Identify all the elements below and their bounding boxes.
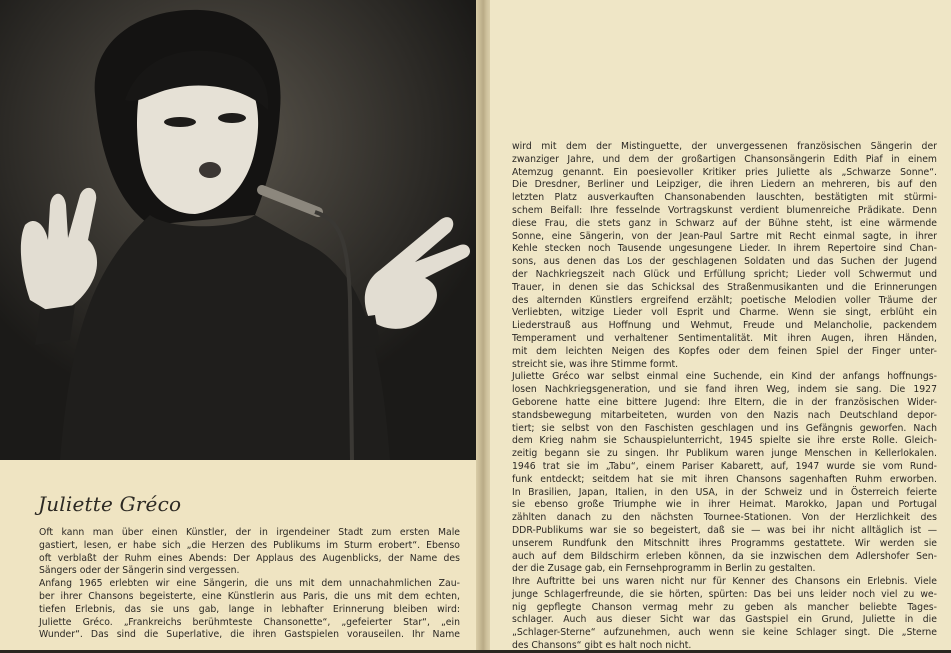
text-line: sons, aus denen das Los der geschlagenen Soldaten und das Suchen der Jugend [512, 256, 937, 268]
text-line: zwanziger Jahre, und dem der großartigen Chansonsängerin Edith Piaf in einem [512, 153, 937, 165]
singer-photo-illustration [0, 0, 482, 460]
text-line: losen Nachkriegsgeneration, und sie fand ihren Weg, indem sie sang. Die 1927 [512, 384, 937, 396]
text-line: letzten Platz ausverkauften Chansonabenden lauschten, bestätigten mit stürmi- [512, 192, 937, 204]
text-line: Verliebten, witzige Lieder voll Esprit und Charme. Wenn sie singt, erblüht ein [512, 307, 937, 319]
text-line: Sängers oder der Sängerin sind vergessen. [39, 565, 240, 577]
article-title: Juliette Gréco [38, 492, 182, 516]
text-line: In Brasilien, Japan, Italien, in den USA, in der Schweiz und in Österreich feierte [512, 486, 937, 498]
text-line: schlager. Auch aus dieser Sicht war das Gastspiel ein Grund, Juliette in die [512, 614, 937, 626]
text-line: dem Krieg nahm sie Schauspielunterricht, 1945 spielte sie ihre erste Rolle. Gleich- [512, 435, 937, 447]
text-line: Kehle stecken noch Tausende ungesungene Lieder. In ihrem Repertoire sind Chan- [512, 243, 937, 255]
text-line: tiert; sie selbst von den Faschisten geschlagen und ins Gefängnis geworfen. Nach [512, 422, 937, 434]
text-line: mit dem leichten Neigen des Kopfes oder dem feinen Spiel der Finger unter- [512, 345, 937, 357]
text-line: diese Frau, die stets ganz in Schwarz auf der Bühne steht, ist eine wärmende [512, 217, 937, 229]
text-line: DDR-Publikums war sie so begeistert, daß sie — was bei ihr nicht alltäglich ist — [512, 524, 937, 536]
text-line: funk entdeckt; seitdem hat sie mit ihren Chansons sagenhaften Ruhm erworben. [512, 473, 937, 485]
text-line: ber ihrer Chansons begeisterte, eine Künstlerin aus Paris, die uns mit dem echten, [39, 590, 460, 602]
text-line: Sonne, eine Sängerin, von der Jean-Paul Sartre mit Recht einmal sagte, in ihrer [512, 230, 937, 242]
text-line: Atemzug genannt. Ein poesievoller Kritiker pries Juliette als „Schwarze Sonne“. [512, 166, 937, 178]
text-line: sie ebenso große Triumphe wie in ihrer Heimat. Marokko, Japan und Portugal [512, 499, 937, 511]
text-line: Juliette Gréco. „Frankreichs berühmteste Chansonette“, „gefeierter Star“, „ein [39, 616, 460, 628]
text-line: auch auf dem Bildschirm erleben können, da sie inzwischen dem Adlershofer Sen- [512, 550, 937, 562]
text-line: der die Zusage gab, ein Fernsehprogramm in Berlin zu gestalten. [512, 563, 816, 575]
text-line: Juliette Gréco war selbst einmal eine Suchende, ein Kind der anfangs hoffnungs- [512, 371, 937, 383]
text-line: der Nachkriegszeit nach Glück und Erfüllung spricht; Lieder voll Schwermut und [512, 268, 937, 280]
text-line: oft verblaßt der Ruhm eines Abends: Der Applaus des Augenblicks, der Name des [39, 552, 460, 564]
text-line: Ihre Auftritte bei uns waren nicht nur für Kenner des Chansons ein Erlebnis. Viele [512, 576, 937, 588]
text-line: Trauer, in denen sie das Schicksal des Straßenmusikanten und die Erinnerungen [512, 281, 937, 293]
text-line: gastiert, lesen, er habe sich „die Herzen des Publikums im Sturm erobert“. Ebenso [39, 539, 460, 551]
text-line: unserem Rundfunk den Mitschnitt ihres Programms gestattete. Wir werden sie [512, 537, 937, 549]
text-line: Oft kann man über einen Künstler, der in irgendeiner Stadt zum ersten Male [39, 527, 460, 538]
right-article-text [512, 141, 937, 653]
text-line: Temperament und verhaltener Sentimentalität. Mit ihren Augen, ihren Händen, [512, 332, 937, 344]
text-line: „Schlager-Sterne“ aufzunehmen, auch wenn sie keine Schlager singt. Die „Sterne [512, 627, 937, 639]
text-line: Geborene hatte eine bittere Jugend: Ihre Eltern, die in der französischen Wider- [512, 396, 937, 408]
text-line: tiefen Erlebnis, das sie uns gab, lange in lebhafter Erinnerung bleiben wird: [39, 603, 460, 615]
right-page [490, 0, 951, 650]
text-line: Anfang 1965 erlebten wir eine Sängerin, die uns mit dem unnachahmlichen Zau- [39, 578, 460, 590]
text-line: standsbewegung mitarbeiteten, wurden von den Nazis nach Deutschland depor- [512, 409, 937, 421]
text-line: nig gepflegte Chanson vermag mehr zu geben als mancher beliebte Tages- [512, 601, 937, 613]
text-line: des Chansons“ gibt es halt noch nicht. [512, 640, 692, 652]
text-line: zählten danach zu den nächsten Tournee-Stationen. Von der Herzlichkeit des [512, 512, 937, 524]
text-line: 1946 trat sie im „Tabu“, einem Pariser Kabarett, auf, 1947 wurde sie vom Rund- [512, 460, 937, 472]
left-article-text [39, 527, 460, 642]
text-line: schem Beifall: Ihre fesselnde Vortragskunst verdient blumenreiche Prädikate. Denn [512, 204, 937, 216]
singer-photo [0, 0, 482, 460]
text-line: wird mit dem der Mistinguette, der unvergessenen französischen Sängerin der [512, 141, 937, 152]
text-line: junge Schlagerfreunde, die sie hörten, spürten: Das bei uns leider noch viel zu we- [512, 588, 937, 600]
text-line: Wunder“. Das sind die Superlative, die ihren Gastspielen vorauseilen. Ihr Name [39, 629, 460, 641]
text-line: streicht sie, was ihre Stimme formt. [512, 358, 679, 370]
text-line: zeitig begann sie zu singen. Ihr Publikum waren junge Menschen in Kellerlokalen. [512, 448, 937, 460]
text-line: Liederstrauß aus Hoffnung und Wehmut, Freude und Melancholie, packendem [512, 320, 937, 332]
text-line: des alternden Künstlers ergreifend erzählt; poetische Melodien voller Träume der [512, 294, 937, 306]
text-line: Die Dresdner, Berliner und Leipziger, die ihren Liedern an mehreren, bis auf den [512, 179, 937, 191]
